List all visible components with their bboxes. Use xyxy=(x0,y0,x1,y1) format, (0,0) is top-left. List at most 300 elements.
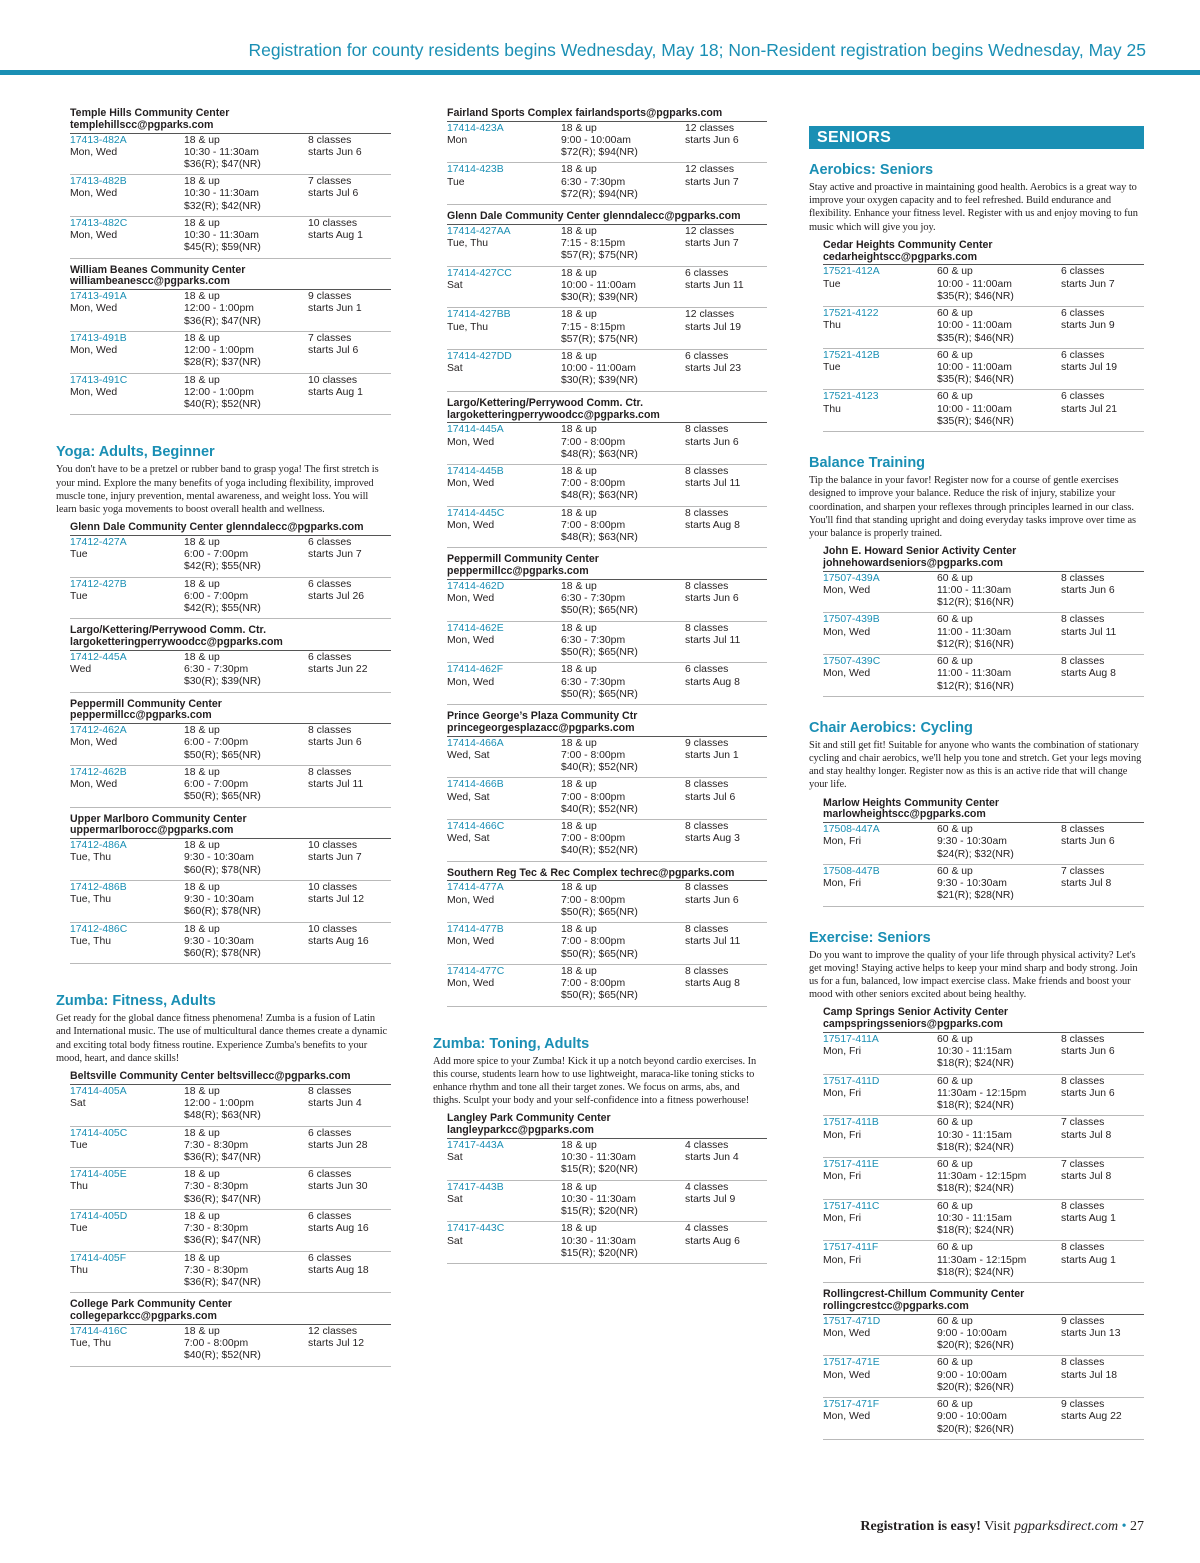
class-age: 60 & up xyxy=(937,1357,973,1369)
class-start: starts Jul 6 xyxy=(685,791,736,803)
class-row xyxy=(823,1158,1144,1200)
class-code[interactable]: 17414-423B xyxy=(447,164,504,176)
class-time: 7:00 - 8:00pm xyxy=(561,936,626,948)
class-start: starts Jul 8 xyxy=(1061,878,1112,890)
class-code[interactable]: 17414-466C xyxy=(447,821,505,832)
class-code[interactable]: 17414-427CC xyxy=(447,267,512,279)
class-row xyxy=(823,1315,1144,1357)
class-time: 12:00 - 1:00pm xyxy=(184,386,254,398)
class-code[interactable]: 17412-486A xyxy=(70,840,127,852)
class-row xyxy=(447,465,767,507)
course-section xyxy=(809,929,1144,1440)
class-count: 9 classes xyxy=(1061,1315,1105,1327)
class-days: Mon, Wed xyxy=(447,478,495,490)
class-start: starts Jul 19 xyxy=(1061,361,1118,373)
class-schedule-cell xyxy=(685,123,775,147)
class-age: 18 & up xyxy=(561,1139,597,1151)
class-start: starts Jun 6 xyxy=(685,894,739,906)
class-id-cell xyxy=(447,581,557,605)
class-start: starts Aug 16 xyxy=(308,1223,369,1235)
class-time: 10:30 - 11:30am xyxy=(184,188,259,200)
class-age: 18 & up xyxy=(184,536,220,548)
class-id-cell xyxy=(70,1253,180,1277)
class-details-cell xyxy=(937,391,1057,428)
class-code[interactable]: 17414-405E xyxy=(70,1169,127,1181)
class-row xyxy=(447,580,767,622)
class-code[interactable]: 17413-482C xyxy=(70,217,128,229)
class-id-cell xyxy=(70,579,180,603)
class-row xyxy=(447,1139,767,1181)
class-code[interactable]: 17517-411A xyxy=(823,1034,879,1046)
class-time: 11:30am - 12:15pm xyxy=(937,1254,1027,1266)
class-details-cell xyxy=(937,1201,1057,1238)
class-code[interactable]: 17413-491C xyxy=(70,374,128,386)
location-block xyxy=(823,798,1144,907)
class-age: 18 & up xyxy=(184,840,220,852)
class-row xyxy=(70,1168,391,1210)
class-start: starts Jul 11 xyxy=(685,634,741,646)
class-code[interactable]: 17414-427AA xyxy=(447,225,511,237)
class-id-cell xyxy=(447,738,557,762)
class-schedule-cell xyxy=(685,226,775,250)
location-email[interactable]: johnehowardseniors@pgparks.com xyxy=(823,556,1003,569)
class-time: 10:00 - 11:00am xyxy=(937,278,1012,290)
class-fee: $72(R); $94(NR) xyxy=(561,188,638,200)
class-start: starts Jun 22 xyxy=(308,664,368,676)
class-days: Tue, Thu xyxy=(70,935,112,947)
class-row xyxy=(447,663,767,705)
class-row xyxy=(70,217,391,259)
class-id-cell xyxy=(70,725,180,749)
class-start: starts Jul 12 xyxy=(308,894,365,906)
location-block xyxy=(447,711,767,862)
class-code[interactable]: 17508-447A xyxy=(823,824,880,836)
class-code[interactable]: 17521-4123 xyxy=(823,391,879,403)
class-row xyxy=(70,1085,391,1127)
class-id-cell xyxy=(823,1242,933,1266)
class-id-cell xyxy=(70,1211,180,1235)
section-description: Add more spice to your Zumba! Kick it up a notch beyond cardio exercises. In this course, students learn how to use lightweight, maraca-like toning sticks to enhance rhythm and tone all their target zones. We focus on arms, abs, and thighs. Sculpt your body and your self-confidence into a fitness powerhouse! xyxy=(433,1055,757,1107)
class-days: Thu xyxy=(823,320,841,332)
class-code[interactable]: 17507-439B xyxy=(823,614,880,626)
class-count: 10 classes xyxy=(308,217,358,229)
page-header xyxy=(0,36,1200,76)
class-age: 18 & up xyxy=(561,267,597,279)
class-time: 7:00 - 8:00pm xyxy=(561,478,626,490)
class-age: 18 & up xyxy=(561,225,597,237)
class-fee: $30(R); $39(NR) xyxy=(561,292,638,304)
class-code[interactable]: 17521-4122 xyxy=(823,308,879,320)
class-time: 12:00 - 1:00pm xyxy=(184,303,254,315)
class-details-cell xyxy=(184,1326,304,1363)
class-count: 4 classes xyxy=(685,1139,729,1151)
class-row xyxy=(823,349,1144,391)
class-days: Mon, Fri xyxy=(823,1254,862,1266)
class-id-cell xyxy=(447,309,557,333)
class-code[interactable]: 17414-462E xyxy=(447,622,504,634)
class-code[interactable]: 17521-412A xyxy=(823,266,880,278)
class-fee: $15(R); $20(NR) xyxy=(561,1247,638,1259)
class-code[interactable]: 17414-427BB xyxy=(447,309,511,321)
class-details-cell xyxy=(184,333,304,370)
class-schedule-cell xyxy=(685,424,775,448)
class-id-cell xyxy=(70,652,180,676)
class-code[interactable]: 17412-462B xyxy=(70,766,127,778)
class-start: starts Jun 6 xyxy=(1061,836,1115,848)
class-age: 18 & up xyxy=(561,779,597,791)
class-schedule-cell xyxy=(1061,266,1151,290)
class-count: 7 classes xyxy=(1061,1159,1105,1171)
class-count: 9 classes xyxy=(1061,1399,1105,1411)
class-code[interactable]: 17413-491B xyxy=(70,332,127,344)
class-start: starts Aug 16 xyxy=(308,935,369,947)
class-id-cell xyxy=(70,537,180,561)
class-fee: $40(R); $52(NR) xyxy=(561,803,638,815)
class-fee: $12(R); $16(NR) xyxy=(937,680,1014,692)
class-id-cell xyxy=(823,266,933,290)
class-row xyxy=(70,1127,391,1169)
class-days: Mon, Fri xyxy=(823,1129,862,1141)
class-details-cell xyxy=(184,375,304,412)
class-code[interactable]: 17412-427B xyxy=(70,578,127,590)
class-count: 10 classes xyxy=(308,374,358,386)
class-days: Sat xyxy=(70,1098,86,1110)
location-email[interactable]: peppermillcc@pgparks.com xyxy=(70,709,212,722)
class-time: 10:00 - 11:00am xyxy=(937,403,1012,415)
class-days: Sat xyxy=(447,1235,463,1247)
class-time: 9:30 - 10:30am xyxy=(184,935,254,947)
class-days: Tue, Thu xyxy=(70,852,112,864)
class-days: Sat xyxy=(447,1152,463,1164)
location-block xyxy=(447,1113,767,1264)
class-id-cell xyxy=(823,824,933,848)
section-title: Zumba: Fitness, Adults xyxy=(56,993,216,1010)
class-schedule-cell xyxy=(308,652,398,676)
class-days: Mon, Fri xyxy=(823,1046,862,1058)
class-row xyxy=(447,965,767,1007)
class-row xyxy=(823,823,1144,865)
class-start: starts Jul 19 xyxy=(685,321,742,333)
class-age: 60 & up xyxy=(937,614,973,626)
class-id-cell xyxy=(447,164,557,188)
location-email[interactable]: princegeorgesplazacc@pgparks.com xyxy=(447,721,635,734)
class-fee: $50(R); $65(NR) xyxy=(561,906,638,918)
class-age: 18 & up xyxy=(184,1210,220,1222)
location-name: Upper Marlboro Community Center xyxy=(70,812,247,825)
class-schedule-cell xyxy=(685,268,775,292)
location-block xyxy=(70,108,391,259)
class-code[interactable]: 17413-482A xyxy=(70,134,127,146)
class-code[interactable]: 17412-486B xyxy=(70,881,127,893)
class-count: 4 classes xyxy=(685,1181,729,1193)
class-fee: $24(R); $32(NR) xyxy=(937,848,1014,860)
class-code[interactable]: 17517-411C xyxy=(823,1200,880,1212)
class-count: 8 classes xyxy=(1061,656,1105,668)
class-code[interactable]: 17417-443C xyxy=(447,1223,505,1235)
class-details-cell xyxy=(184,135,304,172)
location-email[interactable]: peppermillcc@pgparks.com xyxy=(447,565,589,578)
class-row xyxy=(70,1210,391,1252)
class-days: Thu xyxy=(70,1264,88,1276)
class-id-cell xyxy=(823,656,933,680)
class-code[interactable]: 17517-411E xyxy=(823,1159,879,1171)
class-time: 7:00 - 8:00pm xyxy=(561,791,626,803)
class-start: starts Jun 30 xyxy=(308,1181,368,1193)
location-email[interactable]: rollingcrestcc@pgparks.com xyxy=(823,1299,969,1312)
class-age: 60 & up xyxy=(937,1399,973,1411)
class-code[interactable]: 17413-491A xyxy=(70,291,127,303)
class-count: 12 classes xyxy=(685,122,735,134)
class-code[interactable]: 17414-477B xyxy=(447,924,504,936)
class-code[interactable]: 17517-411B xyxy=(823,1117,879,1129)
class-row xyxy=(447,881,767,923)
location-email[interactable]: templehillscc@pgparks.com xyxy=(70,118,214,131)
class-details-cell xyxy=(184,537,304,574)
class-days: Mon, Fri xyxy=(823,1212,862,1224)
class-days: Mon, Wed xyxy=(70,345,118,357)
class-row xyxy=(447,1222,767,1264)
column-left xyxy=(56,108,391,1367)
class-code[interactable]: 17414-462D xyxy=(447,580,505,592)
class-details-cell xyxy=(937,1399,1057,1436)
class-code[interactable]: 17517-471F xyxy=(823,1399,880,1411)
footer-separator: • xyxy=(1121,1519,1127,1534)
class-details-cell xyxy=(184,1086,304,1123)
class-schedule-cell xyxy=(685,1140,775,1164)
class-age: 60 & up xyxy=(937,572,973,584)
footer-site-link[interactable]: pgparksdirect.com xyxy=(1014,1519,1119,1534)
location-email[interactable]: cedarheightscc@pgparks.com xyxy=(823,250,977,263)
class-code[interactable]: 17417-443A xyxy=(447,1139,504,1151)
location-email[interactable]: marlowheightscc@pgparks.com xyxy=(823,808,986,821)
class-time: 7:30 - 8:30pm xyxy=(184,1139,249,1151)
class-details-cell xyxy=(184,882,304,919)
class-schedule-cell xyxy=(685,779,775,803)
class-fee: $60(R); $78(NR) xyxy=(184,864,261,876)
class-row xyxy=(70,175,391,217)
class-code[interactable]: 17517-471D xyxy=(823,1315,881,1327)
class-time: 7:30 - 8:30pm xyxy=(184,1264,249,1276)
class-age: 18 & up xyxy=(561,965,597,977)
class-row xyxy=(70,134,391,176)
class-age: 18 & up xyxy=(561,622,597,634)
class-time: 7:00 - 8:00pm xyxy=(561,519,626,531)
class-time: 9:30 - 10:30am xyxy=(937,836,1007,848)
location-email[interactable]: campspringsseniors@pgparks.com xyxy=(823,1018,1003,1031)
class-row xyxy=(823,1356,1144,1398)
class-start: starts Jun 7 xyxy=(308,549,362,561)
class-age: 18 & up xyxy=(184,374,220,386)
location-block xyxy=(823,546,1144,697)
class-code[interactable]: 17414-466B xyxy=(447,779,504,791)
class-schedule-cell xyxy=(1061,1034,1151,1058)
class-count: 6 classes xyxy=(308,1210,352,1222)
class-start: starts Jun 11 xyxy=(685,279,744,291)
class-count: 6 classes xyxy=(685,351,729,363)
class-code[interactable]: 17413-482B xyxy=(70,176,127,188)
location-email[interactable]: largoketteringperrywoodcc@pgparks.com xyxy=(447,408,660,421)
class-fee: $35(R); $46(NR) xyxy=(937,290,1014,302)
class-id-cell xyxy=(447,508,557,532)
class-code[interactable]: 17412-486C xyxy=(70,923,128,935)
class-code[interactable]: 17414-466A xyxy=(447,737,504,749)
class-time: 10:00 - 11:00am xyxy=(561,279,636,291)
class-code[interactable]: 17414-445B xyxy=(447,466,504,477)
class-count: 8 classes xyxy=(685,965,729,977)
class-age: 60 & up xyxy=(937,1242,973,1254)
class-count: 6 classes xyxy=(308,536,352,548)
class-code[interactable]: 17507-439C xyxy=(823,656,881,668)
class-id-cell xyxy=(823,1034,933,1058)
class-start: starts Aug 1 xyxy=(1061,1212,1116,1224)
class-code[interactable]: 17507-439A xyxy=(823,572,880,584)
class-id-cell xyxy=(447,424,557,448)
class-row xyxy=(447,350,767,392)
class-fee: $48(R); $63(NR) xyxy=(561,532,638,544)
class-schedule-cell xyxy=(1061,573,1151,597)
class-id-cell xyxy=(70,840,180,864)
class-time: 7:00 - 8:00pm xyxy=(561,749,626,761)
class-schedule-cell xyxy=(1061,1399,1151,1423)
class-row xyxy=(70,1325,391,1367)
location-email[interactable]: collegeparkcc@pgparks.com xyxy=(70,1310,217,1323)
class-code[interactable]: 17414-477A xyxy=(447,882,504,894)
class-start: starts Jul 6 xyxy=(308,188,359,200)
class-age: 60 & up xyxy=(937,1034,973,1046)
class-fee: $60(R); $78(NR) xyxy=(184,906,261,918)
class-code[interactable]: 17414-445C xyxy=(447,507,505,519)
class-schedule-cell xyxy=(1061,1076,1151,1100)
location-email[interactable]: williambeanescc@pgparks.com xyxy=(70,275,230,288)
class-fee: $15(R); $20(NR) xyxy=(561,1164,638,1176)
class-fee: $60(R); $78(NR) xyxy=(184,947,261,959)
class-code[interactable]: 17521-412B xyxy=(823,349,880,361)
class-count: 8 classes xyxy=(1061,824,1105,836)
class-fee: $50(R); $65(NR) xyxy=(561,990,638,1002)
class-code[interactable]: 17414-405D xyxy=(70,1210,128,1222)
class-code[interactable]: 17414-427DD xyxy=(447,351,512,363)
course-section xyxy=(433,108,767,1007)
class-start: starts Aug 8 xyxy=(1061,668,1116,680)
page-number: 27 xyxy=(1130,1519,1144,1534)
class-age: 18 & up xyxy=(184,291,220,303)
location-email[interactable]: largoketteringperrywoodcc@pgparks.com xyxy=(70,636,283,649)
class-time: 6:00 - 7:00pm xyxy=(184,779,249,791)
class-count: 12 classes xyxy=(685,225,735,237)
class-code[interactable]: 17517-411F xyxy=(823,1242,879,1254)
class-code[interactable]: 17414-423A xyxy=(447,122,504,134)
class-fee: $18(R); $24(NR) xyxy=(937,1058,1014,1070)
class-schedule-cell xyxy=(685,508,775,532)
class-start: starts Jun 7 xyxy=(685,238,739,250)
class-fee: $18(R); $24(NR) xyxy=(937,1225,1014,1237)
section-title: Exercise: Seniors xyxy=(809,929,931,946)
class-start: starts Jul 26 xyxy=(308,590,365,602)
class-code[interactable]: 17412-427A xyxy=(70,536,127,548)
section-description: Do you want to improve the quality of your life through physical activity? Let's get moving! Staying active helps to keep your mind sharp and body strong. Join us for a fun, balanced, low impact exercise class. Make friends and boost your mood with other seniors excited about being healthy. xyxy=(809,949,1138,1001)
class-id-cell xyxy=(823,1316,933,1340)
class-schedule-cell xyxy=(308,1128,398,1152)
class-id-cell xyxy=(447,966,557,990)
class-count: 6 classes xyxy=(1061,349,1105,361)
class-details-cell xyxy=(184,1253,304,1290)
class-time: 6:00 - 7:00pm xyxy=(184,590,249,602)
class-code[interactable]: 17414-477C xyxy=(447,965,505,977)
class-code[interactable]: 17414-462F xyxy=(447,664,504,676)
class-code[interactable]: 17417-443B xyxy=(447,1181,504,1193)
location-name: Beltsville Community Center beltsvillecc@pgparks.com xyxy=(70,1070,351,1083)
class-code[interactable]: 17412-462A xyxy=(70,725,127,737)
class-time: 7:00 - 8:00pm xyxy=(561,978,626,990)
class-code[interactable]: 17414-405F xyxy=(70,1252,127,1264)
class-fee: $28(R); $37(NR) xyxy=(184,357,261,369)
class-schedule-cell xyxy=(685,1182,775,1206)
class-count: 8 classes xyxy=(308,134,352,146)
class-code[interactable]: 17412-445A xyxy=(70,651,127,663)
class-code[interactable]: 17414-405A xyxy=(70,1085,127,1097)
class-days: Mon, Wed xyxy=(447,676,495,688)
class-days: Mon, Fri xyxy=(823,1087,862,1099)
class-code[interactable]: 17414-445A xyxy=(447,424,504,436)
class-count: 6 classes xyxy=(1061,391,1105,403)
class-code[interactable]: 17414-416C xyxy=(70,1325,128,1337)
course-section xyxy=(809,454,1144,697)
location-email[interactable]: uppermarlborocc@pgparks.com xyxy=(70,824,234,837)
class-schedule-cell xyxy=(308,579,398,603)
class-code[interactable]: 17414-405C xyxy=(70,1127,128,1139)
class-code[interactable]: 17517-411D xyxy=(823,1075,880,1087)
class-fee: $42(R); $55(NR) xyxy=(184,603,261,615)
class-row xyxy=(70,651,391,693)
class-code[interactable]: 17517-471E xyxy=(823,1357,880,1369)
seniors-banner xyxy=(809,126,1144,149)
class-fee: $35(R); $46(NR) xyxy=(937,415,1014,427)
class-count: 10 classes xyxy=(308,881,358,893)
class-schedule-cell xyxy=(308,218,398,242)
registration-dates-header: Registration for county residents begins Wednesday, May 18; Non-Resident registration begins Wednesday, May 25 xyxy=(248,40,1146,60)
class-age: 18 & up xyxy=(184,332,220,344)
class-fee: $40(R); $52(NR) xyxy=(561,845,638,857)
class-row xyxy=(823,1398,1144,1440)
class-start: starts Aug 1 xyxy=(308,386,363,398)
class-time: 10:30 - 11:15am xyxy=(937,1046,1012,1058)
class-schedule-cell xyxy=(685,466,775,490)
class-age: 18 & up xyxy=(561,466,597,477)
location-email[interactable]: langleyparkcc@pgparks.com xyxy=(447,1124,594,1137)
class-code[interactable]: 17508-447B xyxy=(823,865,880,877)
class-time: 10:00 - 11:00am xyxy=(937,361,1012,373)
class-start: starts Aug 1 xyxy=(308,230,363,242)
class-id-cell xyxy=(823,1159,933,1183)
class-fee: $36(R); $47(NR) xyxy=(184,1193,261,1205)
location-block xyxy=(70,699,391,808)
class-schedule-cell xyxy=(308,840,398,864)
course-section xyxy=(56,108,391,415)
section-title: Aerobics: Seniors xyxy=(809,162,934,178)
class-details-cell xyxy=(561,882,681,919)
class-fee: $50(R); $65(NR) xyxy=(561,647,638,659)
class-row xyxy=(823,1200,1144,1242)
class-count: 10 classes xyxy=(308,923,358,935)
location-block xyxy=(447,398,767,549)
class-schedule-cell xyxy=(1061,1201,1151,1225)
class-fee: $48(R); $63(NR) xyxy=(561,448,638,460)
class-fee: $20(R); $26(NR) xyxy=(937,1340,1014,1352)
class-row xyxy=(70,332,391,374)
location-name: College Park Community Center xyxy=(70,1298,232,1311)
class-schedule-cell xyxy=(308,1169,398,1193)
class-id-cell xyxy=(447,226,557,250)
